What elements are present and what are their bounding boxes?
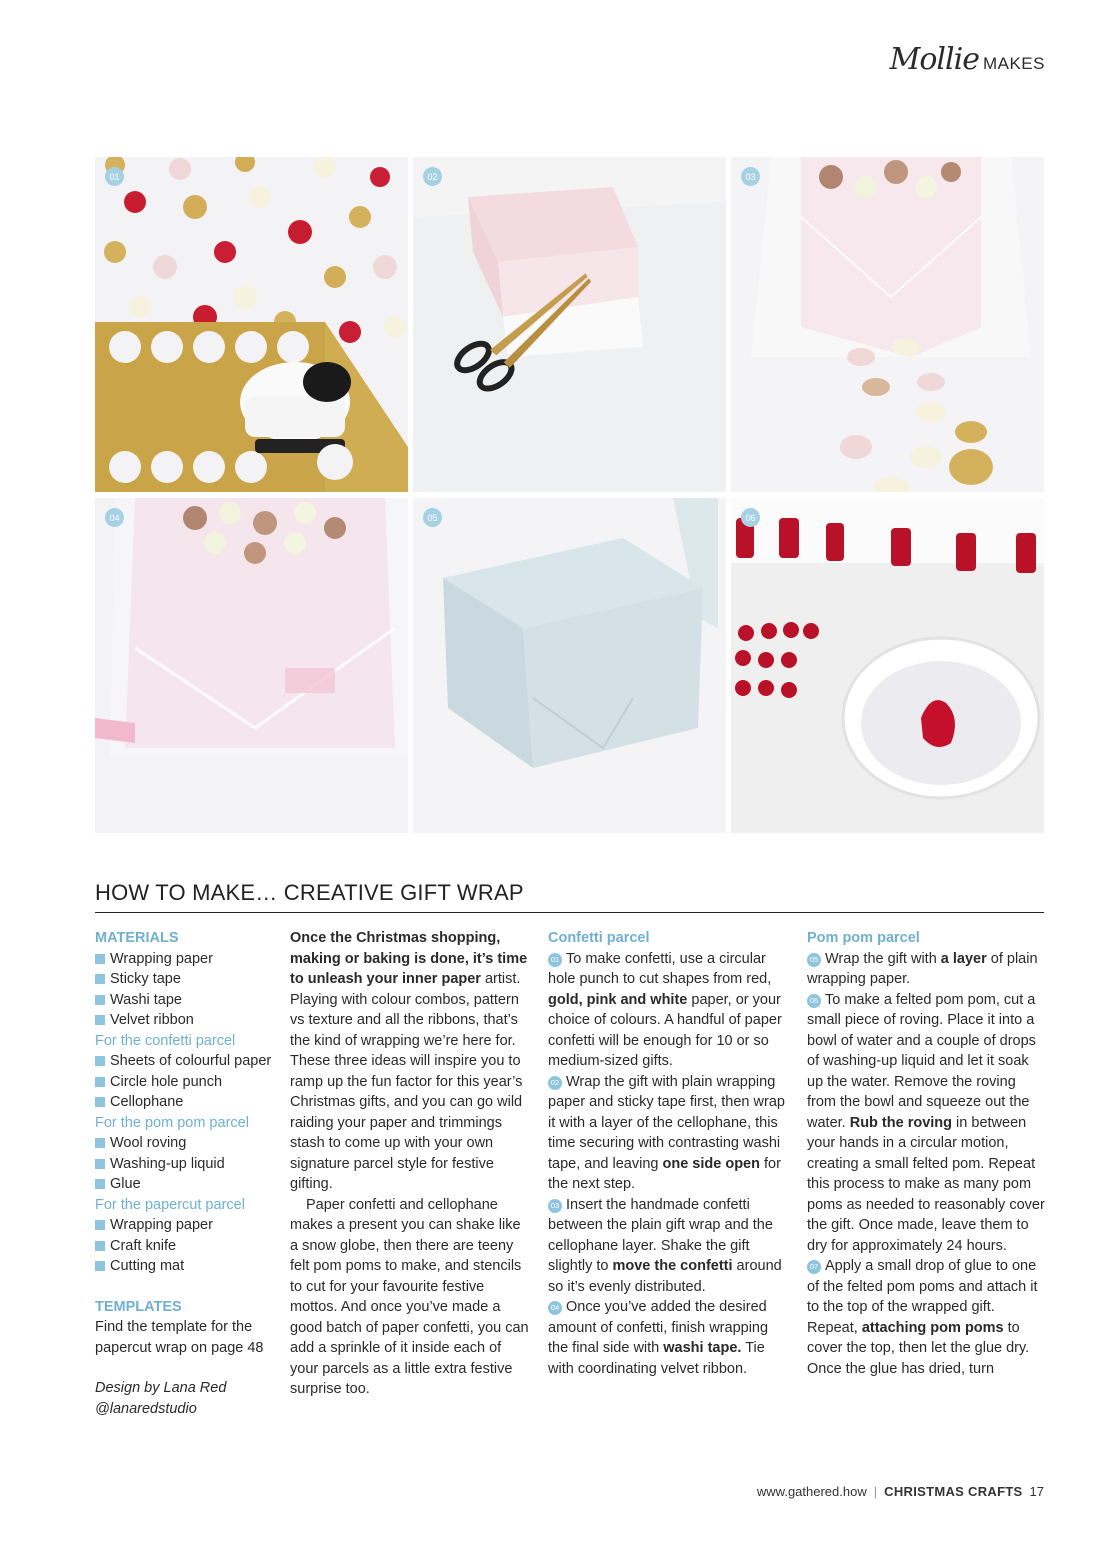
footer-url[interactable]: www.gathered.how xyxy=(756,1484,867,1499)
pompom-step-7: 07 Apply a small drop of glue to one of the felted pom poms and attach it to the top of the wrapped gift. Repeat, attaching pom poms to cover the top, then let the glue dry. Once the glue has dried, turn xyxy=(807,1258,1038,1377)
bullet-square-icon xyxy=(95,1015,105,1025)
logo-script: Mollie xyxy=(889,42,979,77)
material-item: Cellophane xyxy=(95,1092,275,1113)
logo-makes: MAKES xyxy=(982,54,1045,73)
blue-box-illustration xyxy=(413,498,726,833)
cellophane-box-illustration xyxy=(731,157,1044,492)
templates-heading: TEMPLATES xyxy=(95,1298,182,1315)
photo-step-01 xyxy=(95,157,408,492)
bullet-square-icon xyxy=(95,995,105,1005)
page-number: 17 xyxy=(1029,1484,1044,1499)
pompom-bowl-illustration xyxy=(731,498,1044,833)
bullet-square-icon xyxy=(95,1159,105,1169)
material-item: Wrapping paper xyxy=(95,949,275,970)
material-item: Washing-up liquid xyxy=(95,1154,275,1175)
pompom-step-6: 06 To make a felted pom pom, cut a small piece of roving. Place it into a bowl of water and a couple of drops of washing-up liquid and let it soak up the water. Remove the roving from the bowl and squeeze out the water. Rub the roving in between your hands in a circular motion, creating a small felted pom. Repeat this process to make as many pom poms as needed to reasonably cover the gift. Once made, leave them to dry for approximately 24 hours. xyxy=(807,991,1045,1254)
wrapped-cellophane-illustration xyxy=(95,498,408,833)
material-item: Wrapping paper xyxy=(95,1215,275,1236)
brand-logo xyxy=(890,42,1045,77)
material-item: Circle hole punch xyxy=(95,1072,275,1093)
photo-step-02 xyxy=(413,157,726,492)
step-badge: 01 xyxy=(105,167,124,186)
bullet-square-icon xyxy=(95,1097,105,1107)
material-item: Craft knife xyxy=(95,1236,275,1257)
step-number-icon: 01 xyxy=(548,953,562,967)
material-item: Washi tape xyxy=(95,990,275,1011)
bullet-square-icon xyxy=(95,954,105,964)
bullet-square-icon xyxy=(95,974,105,984)
design-credit-handle: @lanaredstudio xyxy=(95,1400,197,1417)
design-credit: Design by Lana Red xyxy=(95,1380,227,1396)
material-item: Sticky tape xyxy=(95,969,275,990)
bullet-square-icon xyxy=(95,1241,105,1251)
confetti-step-2: 02 Wrap the gift with plain wrapping paper and sticky tape first, then wrap it with a layer of the cellophane, this time securing with contrasting washi tape, and leaving one side open for the next step. xyxy=(548,1073,785,1192)
confetti-materials-heading: For the confetti parcel xyxy=(95,1032,236,1049)
pink-box-illustration xyxy=(413,157,726,492)
intro-column xyxy=(290,928,530,1400)
material-item: Wool roving xyxy=(95,1133,275,1154)
materials-heading: MATERIALS xyxy=(95,930,179,946)
step-number-icon: 04 xyxy=(548,1301,562,1315)
confetti-heading: Confetti parcel xyxy=(548,930,650,946)
intro-paragraph-1: Once the Christmas shopping, making or baking is done, it’s time to unleash your inner paper artist. Playing with colour combos, pattern vs texture and all the ribbons, that’s the kind of wrapping we’re here for. These three ideas will inspire you to ramp up the fun factor for this year’s Christmas gifts, and you can go wild raiding your paper and trimmings stash to come up with your own signature parcel style for festive gifting. xyxy=(290,930,528,1192)
footer-separator: | xyxy=(873,1484,878,1499)
material-item: Glue xyxy=(95,1174,275,1195)
bullet-square-icon xyxy=(95,1220,105,1230)
step-badge: 05 xyxy=(423,508,442,527)
step-badge: 03 xyxy=(741,167,760,186)
material-item: Sheets of colourful paper xyxy=(95,1051,275,1072)
bullet-square-icon xyxy=(95,1077,105,1087)
section-title: HOW TO MAKE… CREATIVE GIFT WRAP xyxy=(95,880,1044,913)
bullet-square-icon xyxy=(95,1138,105,1148)
templates-text: Find the template for the papercut wrap on page 48 xyxy=(95,1319,264,1356)
footer-magazine: CHRISTMAS CRAFTS xyxy=(884,1484,1023,1499)
material-item: Cutting mat xyxy=(95,1256,275,1277)
papercut-materials-heading: For the papercut parcel xyxy=(95,1196,245,1213)
confetti-step-1: 01 To make confetti, use a circular hole punch to cut shapes from red, gold, pink and white paper, or your choice of colours. A handful of paper confetti will be enough for 10 or so medium-sized gifts. xyxy=(548,950,782,1069)
page-footer xyxy=(757,1484,1044,1499)
photo-step-04 xyxy=(95,498,408,833)
step-number-icon: 06 xyxy=(807,994,821,1008)
bullet-square-icon xyxy=(95,1261,105,1271)
photo-step-05 xyxy=(413,498,726,833)
step-number-icon: 03 xyxy=(548,1199,562,1213)
bullet-square-icon xyxy=(95,1179,105,1189)
pompom-column xyxy=(807,928,1047,1379)
bullet-square-icon xyxy=(95,1056,105,1066)
step-number-icon: 05 xyxy=(807,953,821,967)
confetti-punch-illustration xyxy=(95,157,408,492)
photo-step-03 xyxy=(731,157,1044,492)
photo-grid xyxy=(95,157,1044,833)
step-badge: 02 xyxy=(423,167,442,186)
intro-lead: Once the Christmas shopping, making or baking is done, it’s time to unleash your inner paper xyxy=(290,930,528,987)
confetti-column xyxy=(548,928,788,1379)
material-item: Velvet ribbon xyxy=(95,1010,275,1031)
confetti-step-4: 04 Once you’ve added the desired amount of confetti, finish wrapping the final side with washi tape. Tie with coordinating velvet ribbon. xyxy=(548,1299,769,1377)
step-badge: 04 xyxy=(105,508,124,527)
step-number-icon: 07 xyxy=(807,1260,821,1274)
intro-paragraph-2: Paper confetti and cellophane makes a present you can shake like a snow globe, then there are teeny felt pom poms to make, and stencils to cut for your favourite festive mottos. And once you’ve made a good batch of paper confetti, you can add a sprinkle of it inside each of your parcels as a little extra festive surprise too. xyxy=(290,1196,529,1397)
step-number-icon: 02 xyxy=(548,1076,562,1090)
step-badge: 06 xyxy=(741,508,760,527)
photo-step-06 xyxy=(731,498,1044,833)
pompom-materials-heading: For the pom pom parcel xyxy=(95,1114,249,1131)
materials-column xyxy=(95,928,275,1419)
confetti-step-3: 03 Insert the handmade confetti between the plain gift wrap and the cellophane layer. Shake the gift slightly to move the confetti around so it’s evenly distributed. xyxy=(548,1196,782,1295)
pompom-step-5: 05 Wrap the gift with a layer of plain wrapping paper. xyxy=(807,950,1038,987)
pompom-heading: Pom pom parcel xyxy=(807,930,920,946)
